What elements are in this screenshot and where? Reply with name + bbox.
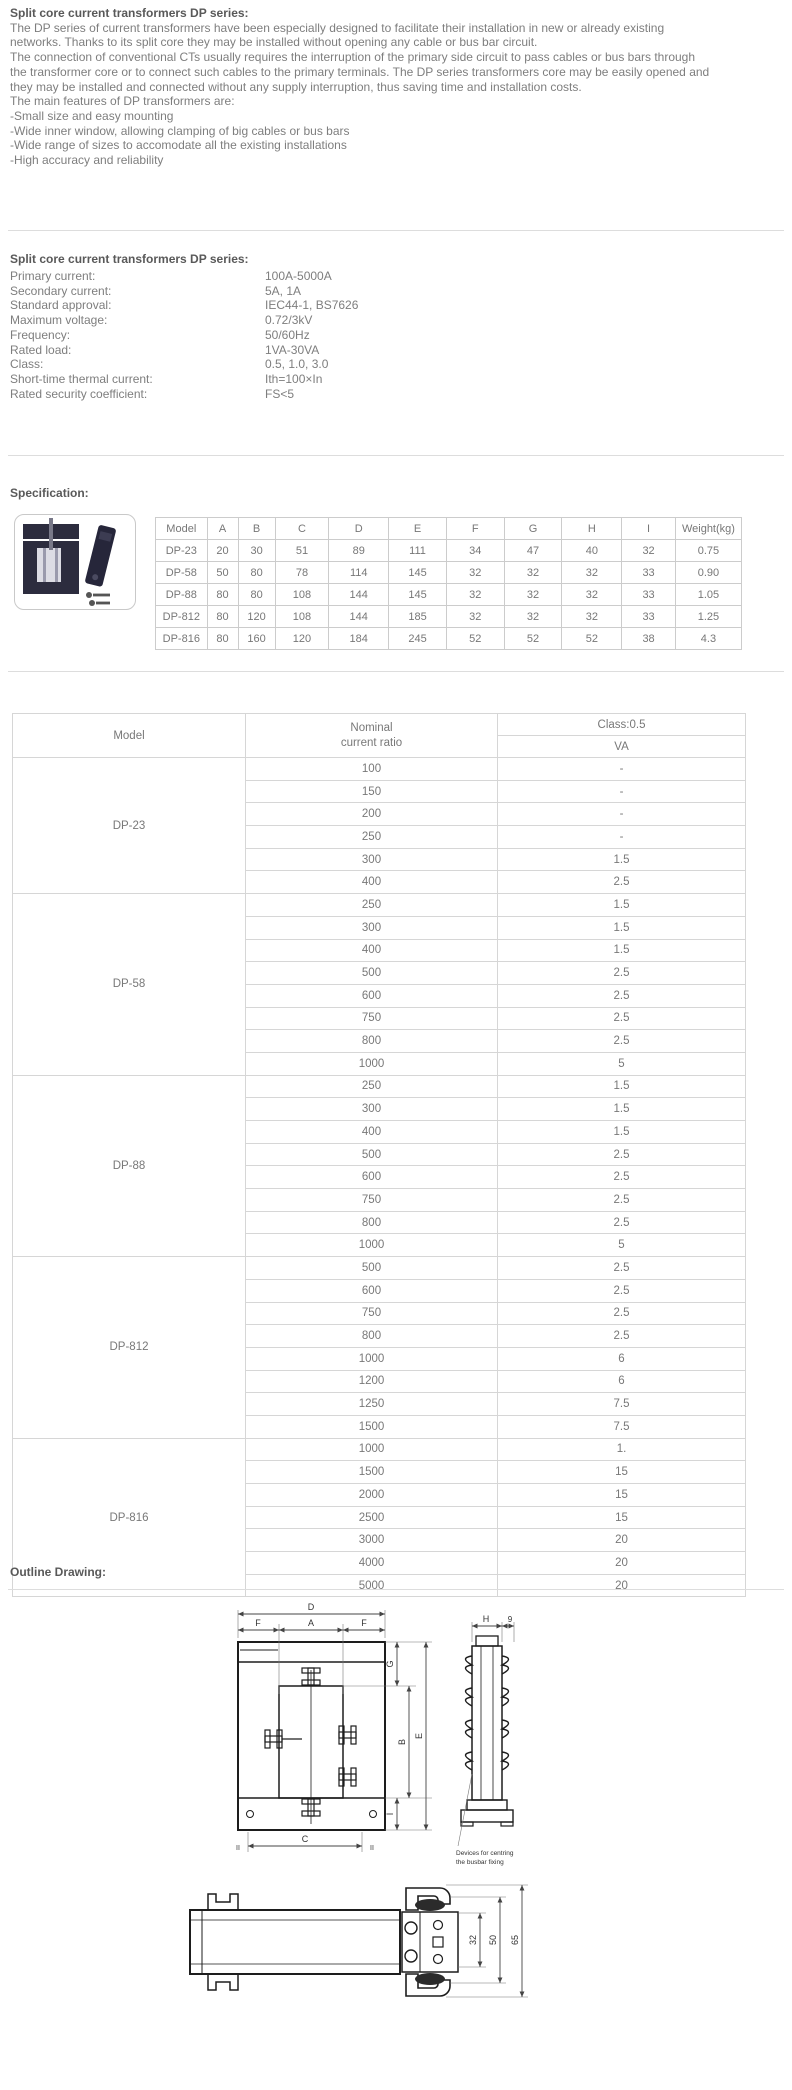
dimension-cell: 0.75 (675, 540, 741, 562)
dimension-cell: 80 (238, 562, 275, 584)
ratio-cell: 1500 (246, 1461, 498, 1484)
dimension-cell: 111 (389, 540, 447, 562)
ratio-cell: 500 (246, 1143, 498, 1166)
dimension-cell: DP-812 (156, 606, 208, 628)
ratio-cell: - (498, 758, 746, 781)
rating-row (10, 372, 710, 387)
ratio-cell: 1200 (246, 1370, 498, 1393)
ratio-header-model: Model (13, 714, 246, 758)
dimension-cell: 32 (446, 584, 504, 606)
intro-feature-item: -Small size and easy mounting (10, 108, 174, 123)
ratio-cell: - (498, 780, 746, 803)
dimension-cell: 32 (504, 562, 562, 584)
dimension-cell: 80 (238, 584, 275, 606)
dim-label-d: D (307, 1602, 315, 1612)
outline-title: Outline Drawing: (10, 1565, 106, 1579)
dimension-cell: 1.25 (675, 606, 741, 628)
rating-label: Frequency: (10, 327, 71, 342)
dimension-cell: 20 (207, 540, 238, 562)
ratio-cell: 1250 (246, 1393, 498, 1416)
intro-section (10, 6, 710, 168)
rating-row (10, 328, 710, 343)
ratio-cell: - (498, 826, 746, 849)
ratio-cell: 1000 (246, 1234, 498, 1257)
dimension-cell: 40 (562, 540, 622, 562)
ratio-cell: 2.5 (498, 1166, 746, 1189)
ratio-cell: 400 (246, 939, 498, 962)
ratio-cell: 15 (498, 1461, 746, 1484)
dim-label-e: E (414, 1732, 424, 1740)
rating-label: Primary current: (10, 269, 96, 283)
dim-label-32: 32 (468, 1934, 478, 1946)
intro-feature-item: -High accuracy and reliability (10, 153, 164, 168)
dimension-cell: 145 (389, 562, 447, 584)
ratio-cell: 1.5 (498, 939, 746, 962)
ratio-cell: 7.5 (498, 1393, 746, 1416)
dimension-cell: 32 (446, 562, 504, 584)
ratio-table-row (13, 1075, 746, 1098)
dimension-cell: 52 (504, 628, 562, 650)
dimension-cell: 144 (329, 606, 389, 628)
ratio-cell: 750 (246, 1189, 498, 1212)
ratio-cell: 6 (498, 1370, 746, 1393)
dimension-table-body (156, 540, 742, 650)
ratio-cell: 15 (498, 1506, 746, 1529)
rating-value: 0.72/3kV (265, 313, 313, 328)
dimension-cell: 38 (622, 628, 676, 650)
dimension-table-row (156, 584, 742, 606)
ratio-cell: 5 (498, 1234, 746, 1257)
ratio-header-nominal-line2: current ratio (340, 736, 403, 749)
dimension-table-row (156, 606, 742, 628)
dimension-cell: 30 (238, 540, 275, 562)
ratio-header-class: Class:0.5 (498, 714, 746, 736)
product-photo-frame (14, 514, 136, 610)
rating-value: IEC44-1, BS7626 (265, 298, 359, 313)
ratio-header-nominal (246, 714, 498, 758)
intro-paragraphs (10, 21, 710, 109)
rating-value: FS<5 (265, 386, 295, 401)
dim-label-b: B (397, 1738, 407, 1746)
ratio-cell: 2000 (246, 1484, 498, 1507)
dimension-cell: 34 (446, 540, 504, 562)
dimension-table-header-row (156, 518, 742, 540)
ratio-cell: 300 (246, 1098, 498, 1121)
dimension-cell: 245 (389, 628, 447, 650)
ratio-cell: 250 (246, 894, 498, 917)
ratio-cell: 2.5 (498, 1279, 746, 1302)
dimension-header-cell: A (207, 518, 238, 540)
dimension-cell: 47 (504, 540, 562, 562)
rating-label: Class: (10, 357, 44, 372)
ratio-cell: 1000 (246, 1347, 498, 1370)
specification-title: Specification: (10, 486, 89, 500)
rating-label: Short-time thermal current: (10, 371, 153, 386)
rating-value: 5A, 1A (265, 283, 302, 298)
side-view-drawing (456, 1614, 514, 1866)
dimension-table-row (156, 562, 742, 584)
ratio-cell: 250 (246, 1075, 498, 1098)
bottom-view-drawing (190, 1885, 528, 1997)
ratio-cell: 5000 (246, 1574, 498, 1597)
outline-drawing (150, 1598, 550, 2080)
dimension-header-cell: Model (156, 518, 208, 540)
ratio-cell: 20 (498, 1529, 746, 1552)
dimension-table-row (156, 540, 742, 562)
dimension-cell: DP-88 (156, 584, 208, 606)
rating-row (10, 269, 710, 284)
dim-label-i: I (385, 1812, 395, 1816)
dim-label-a: A (307, 1618, 315, 1628)
dim-label-f-left: F (255, 1618, 261, 1628)
dim-label-f-right: F (361, 1618, 367, 1628)
ratio-cell: 800 (246, 1325, 498, 1348)
ratio-model-cell: DP-58 (13, 894, 246, 1076)
rating-label: Rated load: (10, 342, 72, 357)
dimension-cell: 32 (622, 540, 676, 562)
dimension-cell: 184 (329, 628, 389, 650)
ratio-header-row1 (13, 714, 746, 736)
rating-row (10, 357, 710, 372)
product-photo-image (19, 518, 131, 606)
ratio-cell: 200 (246, 803, 498, 826)
ratio-cell: 1.5 (498, 848, 746, 871)
ratio-cell: 2.5 (498, 984, 746, 1007)
dimension-cell: 4.3 (675, 628, 741, 650)
dim-label-h: H (482, 1614, 490, 1624)
dimension-cell: 32 (504, 584, 562, 606)
section-divider (8, 1589, 784, 1590)
intro-feature-item: -Wide inner window, allowing clamping of big cables or bus bars (10, 123, 350, 138)
dimension-cell: 114 (329, 562, 389, 584)
dimension-cell: 33 (622, 606, 676, 628)
dimension-cell: DP-23 (156, 540, 208, 562)
ratio-cell: 2.5 (498, 1143, 746, 1166)
ratio-model-cell: DP-88 (13, 1075, 246, 1257)
ratio-cell: 1.5 (498, 1098, 746, 1121)
dimension-cell: 0.90 (675, 562, 741, 584)
ratio-cell: 3000 (246, 1529, 498, 1552)
rating-value: 0.5, 1.0, 3.0 (265, 357, 329, 372)
ratio-cell: 1.5 (498, 894, 746, 917)
dimension-cell: 51 (275, 540, 329, 562)
dimension-cell: 145 (389, 584, 447, 606)
intro-feature-item: -Wide range of sizes to accomodate all the existing installations (10, 138, 347, 153)
rating-row (10, 343, 710, 358)
ratio-cell: 2.5 (498, 1257, 746, 1280)
ratings-title: Split core current transformers DP series: (10, 252, 249, 266)
dimension-cell: 89 (329, 540, 389, 562)
dimension-cell: 32 (562, 606, 622, 628)
dimension-cell: 33 (622, 584, 676, 606)
dimension-cell: 160 (238, 628, 275, 650)
ratio-cell: 1.5 (498, 1075, 746, 1098)
ratio-cell: - (498, 803, 746, 826)
ratio-cell: 2.5 (498, 962, 746, 985)
ratio-cell: 500 (246, 962, 498, 985)
dimension-cell: 80 (207, 606, 238, 628)
dimension-cell: 80 (207, 584, 238, 606)
ratio-cell: 750 (246, 1302, 498, 1325)
ratio-table-row (13, 894, 746, 917)
dimension-cell: 32 (446, 606, 504, 628)
section-divider (8, 455, 784, 456)
ratio-cell: 6 (498, 1347, 746, 1370)
dimension-header-cell: I (622, 518, 676, 540)
ratio-cell: 2.5 (498, 1189, 746, 1212)
ratio-model-cell: DP-812 (13, 1257, 246, 1439)
dim-label-g: G (385, 1660, 395, 1668)
section-divider (8, 671, 784, 672)
ratio-cell: 400 (246, 1121, 498, 1144)
ratio-cell: 600 (246, 1279, 498, 1302)
dimension-table (155, 517, 742, 650)
section-divider (8, 230, 784, 231)
drawing-note-line2: the busbar fixing (456, 1859, 504, 1866)
rating-value: 100A-5000A (265, 269, 332, 283)
ratio-table-body (13, 758, 746, 1597)
ratio-cell: 20 (498, 1552, 746, 1575)
rating-row (10, 313, 710, 328)
dimension-cell: 108 (275, 584, 329, 606)
ratio-cell: 400 (246, 871, 498, 894)
ratio-model-cell: DP-816 (13, 1438, 246, 1597)
ratio-cell: 2.5 (498, 1007, 746, 1030)
dimension-cell: 32 (504, 606, 562, 628)
dimension-header-cell: B (238, 518, 275, 540)
dimension-cell: 32 (562, 562, 622, 584)
dimension-cell: 1.05 (675, 584, 741, 606)
intro-paragraph: The main features of DP transformers are: (10, 94, 235, 109)
intro-title: Split core current transformers DP series: (10, 6, 249, 20)
ratio-table-row (13, 1438, 746, 1461)
dim-tick-left: II (236, 1845, 240, 1852)
ratio-cell: 1500 (246, 1415, 498, 1438)
dim-label-50: 50 (488, 1934, 498, 1946)
dimension-header-cell: H (562, 518, 622, 540)
dimension-header-cell: G (504, 518, 562, 540)
dimension-cell: 185 (389, 606, 447, 628)
intro-paragraph: The connection of conventional CTs usually requires the interruption of the primary side circuit to pass cables or bus bars through the transformer core or to connect such cables to the primary terminals. The DP series transformers core may be easily opened and they may be installed and connected without any supply interruption, thus saving time and installation costs. (10, 50, 710, 94)
ratio-cell: 2.5 (498, 871, 746, 894)
rating-value: 50/60Hz (265, 327, 310, 342)
ratio-cell: 800 (246, 1030, 498, 1053)
dimension-cell: 120 (275, 628, 329, 650)
rating-label: Maximum voltage: (10, 313, 108, 328)
ratio-cell: 2500 (246, 1506, 498, 1529)
dimension-header-cell: E (389, 518, 447, 540)
ratio-cell: 800 (246, 1211, 498, 1234)
ratio-cell: 2.5 (498, 1325, 746, 1348)
ratio-cell: 15 (498, 1484, 746, 1507)
dim-label-c: C (301, 1834, 309, 1844)
dimension-cell: 144 (329, 584, 389, 606)
dimension-cell: 50 (207, 562, 238, 584)
rating-row (10, 298, 710, 313)
ratio-cell: 1000 (246, 1052, 498, 1075)
ratio-cell: 250 (246, 826, 498, 849)
dimension-header-cell: D (329, 518, 389, 540)
rating-label: Standard approval: (10, 298, 112, 313)
ratio-cell: 1.5 (498, 916, 746, 939)
dimension-cell: 108 (275, 606, 329, 628)
dim-label-9: 9 (507, 1615, 513, 1624)
ratio-header-nominal-line1: Nominal (350, 721, 393, 734)
ratio-table-row (13, 758, 746, 781)
rating-value: 1VA-30VA (265, 342, 320, 357)
ratio-cell: 2.5 (498, 1302, 746, 1325)
ratio-cell: 20 (498, 1574, 746, 1597)
rating-label: Rated security coefficient: (10, 386, 148, 401)
dim-label-65: 65 (510, 1934, 520, 1946)
ratings-list (10, 269, 710, 401)
drawing-note-line1: Devices for centring (456, 1850, 514, 1857)
ratio-cell: 500 (246, 1257, 498, 1280)
rating-row (10, 284, 710, 299)
ratio-cell: 750 (246, 1007, 498, 1030)
ratio-cell: 600 (246, 984, 498, 1007)
dimension-cell: 80 (207, 628, 238, 650)
ratio-cell: 150 (246, 780, 498, 803)
dimension-cell: 78 (275, 562, 329, 584)
dimension-cell: 120 (238, 606, 275, 628)
ratio-table-row (13, 1257, 746, 1280)
ratio-cell: 1.5 (498, 1121, 746, 1144)
ratio-model-cell: DP-23 (13, 758, 246, 894)
ratio-cell: 100 (246, 758, 498, 781)
ratio-table (12, 713, 746, 1597)
ratio-cell: 1000 (246, 1438, 498, 1461)
ratio-cell: 300 (246, 848, 498, 871)
dimension-cell: DP-58 (156, 562, 208, 584)
ratio-header-va: VA (498, 736, 746, 758)
ratio-cell: 2.5 (498, 1030, 746, 1053)
dimension-cell: 52 (446, 628, 504, 650)
dimension-cell: DP-816 (156, 628, 208, 650)
dimension-cell: 32 (562, 584, 622, 606)
intro-paragraph: The DP series of current transformers have been especially designed to facilitate their installation in new or already existing networks. Thanks to its split core they may be installed without opening any cable or bus bar circuit. (10, 20, 665, 50)
ratio-cell: 4000 (246, 1552, 498, 1575)
rating-row (10, 387, 710, 402)
ratio-cell: 1. (498, 1438, 746, 1461)
dimension-cell: 33 (622, 562, 676, 584)
ratio-cell: 600 (246, 1166, 498, 1189)
rating-label: Secondary current: (10, 283, 112, 298)
intro-features (10, 109, 710, 168)
dimension-cell: 52 (562, 628, 622, 650)
dimension-header-cell: C (275, 518, 329, 540)
ratio-cell: 2.5 (498, 1211, 746, 1234)
dimension-header-cell: F (446, 518, 504, 540)
ratio-cell: 300 (246, 916, 498, 939)
dimension-table-row (156, 628, 742, 650)
ratio-cell: 5 (498, 1052, 746, 1075)
front-view-drawing (236, 1602, 432, 1852)
dim-tick-right: II (370, 1845, 374, 1852)
ratio-cell: 7.5 (498, 1415, 746, 1438)
rating-value: Ith=100×In (265, 371, 323, 386)
dimension-header-cell: Weight(kg) (675, 518, 741, 540)
